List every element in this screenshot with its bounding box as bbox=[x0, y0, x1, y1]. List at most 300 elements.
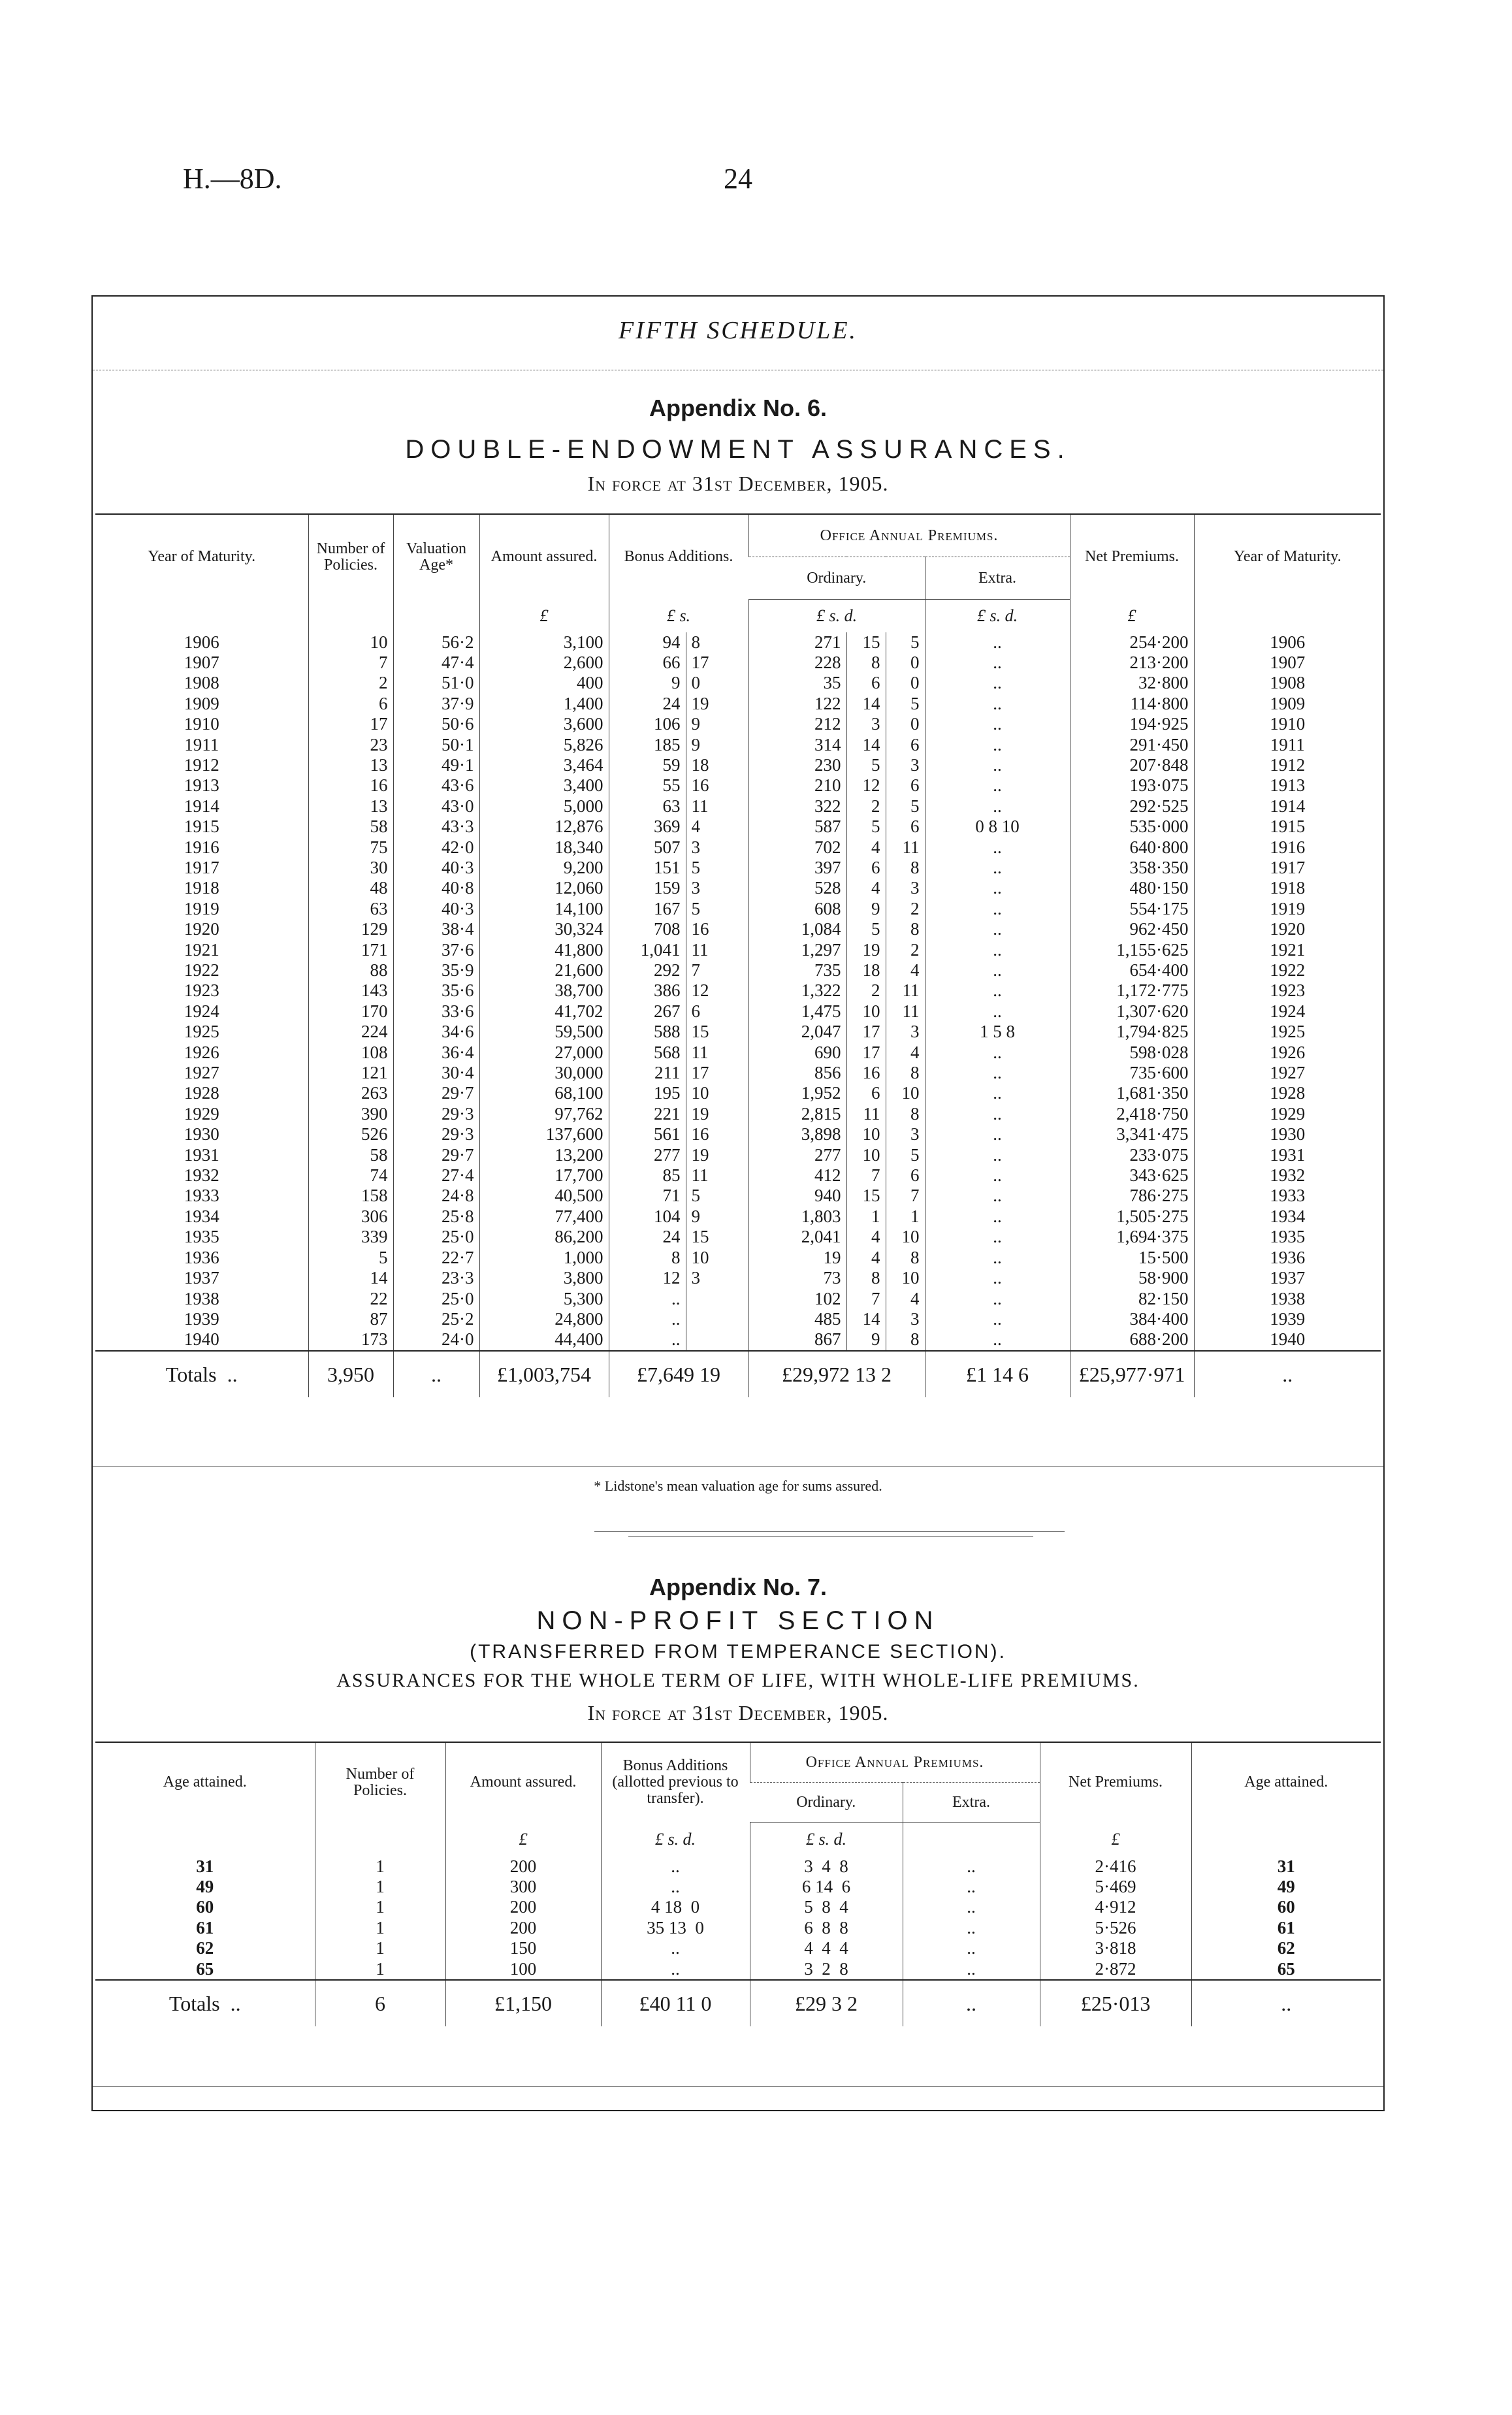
policies-cell: 1 bbox=[315, 1959, 445, 1980]
ordinary-pence-cell: 10 bbox=[886, 1227, 925, 1247]
year-cell: 1923 bbox=[184, 981, 219, 1001]
bonus-pounds-cell: 211 bbox=[609, 1063, 686, 1083]
ordinary-premium-cell: 4 4 4 bbox=[750, 1938, 903, 1958]
bonus-cell: .. bbox=[601, 1877, 750, 1897]
net-premium-cell: 480·150 bbox=[1070, 878, 1194, 898]
ordinary-pounds-cell: 102 bbox=[748, 1289, 846, 1309]
schedule-title: FIFTH SCHEDULE. bbox=[619, 317, 858, 344]
appendix7-in-force: In force at 31st December, 1905. bbox=[587, 1701, 889, 1725]
schedule-frame bbox=[91, 295, 1385, 2111]
ordinary-pounds-cell: 277 bbox=[748, 1145, 846, 1165]
bonus-pounds-cell: 59 bbox=[609, 755, 686, 775]
ordinary-shillings-cell: 10 bbox=[846, 1001, 886, 1022]
unit-ordinary: £ s. d. bbox=[748, 600, 925, 632]
net-premium-cell: 786·275 bbox=[1070, 1186, 1194, 1206]
table-row bbox=[95, 694, 1381, 714]
ordinary-pence-cell: 5 bbox=[886, 796, 925, 817]
policies-cell: 5 bbox=[308, 1248, 393, 1268]
amount-assured-cell: 3,100 bbox=[479, 632, 609, 653]
ordinary-pence-cell: 10 bbox=[886, 1268, 925, 1288]
table-row bbox=[95, 899, 1381, 919]
ordinary-shillings-cell: 14 bbox=[846, 735, 886, 755]
extra-premium-cell: .. bbox=[925, 858, 1070, 878]
table-row bbox=[95, 1897, 1381, 1917]
unit-net: £ bbox=[1040, 1823, 1191, 1856]
amount-assured-cell: 400 bbox=[479, 673, 609, 693]
valuation-age-cell: 42·0 bbox=[393, 837, 479, 858]
totals-ordinary: £29,972 13 2 bbox=[748, 1351, 925, 1397]
amount-assured-cell: 150 bbox=[445, 1938, 601, 1958]
bonus-cell: .. bbox=[601, 1938, 750, 1958]
bonus-shillings-cell bbox=[686, 1309, 748, 1329]
year-right-cell: 1922 bbox=[1194, 960, 1381, 981]
year-cell: 1938 bbox=[184, 1288, 219, 1308]
ordinary-pounds-cell: 2,815 bbox=[748, 1104, 846, 1124]
table-row bbox=[95, 981, 1381, 1001]
ordinary-pence-cell: 8 bbox=[886, 919, 925, 939]
totals-net: £25·013 bbox=[1040, 1980, 1191, 2026]
table-row bbox=[95, 796, 1381, 817]
valuation-age-cell: 27·4 bbox=[393, 1165, 479, 1186]
valuation-age-cell: 25·0 bbox=[393, 1227, 479, 1247]
totals-year: .. bbox=[1194, 1351, 1381, 1397]
table-row bbox=[95, 919, 1381, 939]
table-row bbox=[95, 673, 1381, 693]
ordinary-pence-cell: 0 bbox=[886, 653, 925, 673]
policies-cell: 13 bbox=[308, 755, 393, 775]
ordinary-pounds-cell: 2,047 bbox=[748, 1022, 846, 1042]
ordinary-pence-cell: 8 bbox=[886, 1248, 925, 1268]
ordinary-shillings-cell: 4 bbox=[846, 1227, 886, 1247]
net-premium-cell: 640·800 bbox=[1070, 837, 1194, 858]
year-right-cell: 1911 bbox=[1194, 735, 1381, 755]
extra-premium-cell: .. bbox=[925, 1063, 1070, 1083]
page-number: 24 bbox=[724, 163, 752, 195]
extra-premium-cell: .. bbox=[925, 1227, 1070, 1247]
table-row bbox=[95, 960, 1381, 981]
ordinary-shillings-cell: 6 bbox=[846, 1083, 886, 1103]
bonus-pounds-cell: 63 bbox=[609, 796, 686, 817]
policies-cell: 58 bbox=[308, 817, 393, 837]
header-amount-assured: Amount assured. bbox=[445, 1742, 601, 1823]
year-cell: 1937 bbox=[184, 1268, 219, 1288]
year-right-cell: 1932 bbox=[1194, 1165, 1381, 1186]
header-year-right: Year of Maturity. bbox=[1194, 514, 1381, 600]
extra-premium-cell: .. bbox=[925, 1329, 1070, 1350]
year-right-cell: 1935 bbox=[1194, 1227, 1381, 1247]
net-premium-cell: 3,341·475 bbox=[1070, 1124, 1194, 1144]
ordinary-shillings-cell: 5 bbox=[846, 919, 886, 939]
policies-cell: 171 bbox=[308, 940, 393, 960]
age-cell: 61 bbox=[196, 1917, 214, 1937]
policies-cell: 390 bbox=[308, 1104, 393, 1124]
appendix6-totals-row bbox=[95, 1351, 1381, 1397]
bonus-pounds-cell: 588 bbox=[609, 1022, 686, 1042]
extra-premium-cell: .. bbox=[925, 981, 1070, 1001]
bonus-shillings-cell: 6 bbox=[686, 1001, 748, 1022]
ordinary-pounds-cell: 314 bbox=[748, 735, 846, 755]
bonus-shillings-cell: 19 bbox=[686, 694, 748, 714]
year-cell: 1909 bbox=[184, 693, 219, 713]
ordinary-pence-cell: 3 bbox=[886, 878, 925, 898]
table-row bbox=[95, 837, 1381, 858]
amount-assured-cell: 5,300 bbox=[479, 1289, 609, 1309]
amount-assured-cell: 68,100 bbox=[479, 1083, 609, 1103]
net-premium-cell: 58·900 bbox=[1070, 1268, 1194, 1288]
bonus-shillings-cell: 9 bbox=[686, 714, 748, 734]
extra-premium-cell: .. bbox=[925, 1165, 1070, 1186]
table-row bbox=[95, 1207, 1381, 1227]
header-ordinary: Ordinary. bbox=[750, 1783, 903, 1823]
bonus-pounds-cell: 386 bbox=[609, 981, 686, 1001]
extra-premium-cell: .. bbox=[925, 735, 1070, 755]
bonus-pounds-cell: 55 bbox=[609, 775, 686, 796]
table-row bbox=[95, 1938, 1381, 1958]
ordinary-shillings-cell: 6 bbox=[846, 858, 886, 878]
extra-premium-cell: .. bbox=[925, 960, 1070, 981]
amount-assured-cell: 200 bbox=[445, 1897, 601, 1917]
year-cell: 1919 bbox=[184, 898, 219, 918]
extra-premium-cell: .. bbox=[925, 1083, 1070, 1103]
policies-cell: 63 bbox=[308, 899, 393, 919]
ordinary-pence-cell: 5 bbox=[886, 632, 925, 653]
ornamental-rule bbox=[628, 1536, 1033, 1537]
ordinary-shillings-cell: 16 bbox=[846, 1063, 886, 1083]
table-row bbox=[95, 940, 1381, 960]
amount-assured-cell: 30,000 bbox=[479, 1063, 609, 1083]
ordinary-shillings-cell: 3 bbox=[846, 714, 886, 734]
year-cell: 1934 bbox=[184, 1206, 219, 1226]
ordinary-premium-cell: 6 14 6 bbox=[750, 1877, 903, 1897]
ordinary-premium-cell: 5 8 4 bbox=[750, 1897, 903, 1917]
year-right-cell: 1927 bbox=[1194, 1063, 1381, 1083]
header-amount-assured: Amount assured. bbox=[479, 514, 609, 600]
policies-cell: 108 bbox=[308, 1043, 393, 1063]
amount-assured-cell: 41,702 bbox=[479, 1001, 609, 1022]
ordinary-shillings-cell: 17 bbox=[846, 1043, 886, 1063]
ordinary-shillings-cell: 15 bbox=[846, 1186, 886, 1206]
ordinary-pounds-cell: 122 bbox=[748, 694, 846, 714]
ordinary-pence-cell: 6 bbox=[886, 775, 925, 796]
table-row bbox=[95, 653, 1381, 673]
valuation-age-cell: 24·0 bbox=[393, 1329, 479, 1350]
valuation-age-cell: 24·8 bbox=[393, 1186, 479, 1206]
appendix7-title: Appendix No. 7. bbox=[649, 1574, 828, 1600]
age-cell: 65 bbox=[196, 1958, 214, 1979]
net-premium-cell: 1,505·275 bbox=[1070, 1207, 1194, 1227]
ordinary-shillings-cell: 10 bbox=[846, 1124, 886, 1144]
bonus-pounds-cell: 568 bbox=[609, 1043, 686, 1063]
ordinary-pence-cell: 6 bbox=[886, 1165, 925, 1186]
bonus-pounds-cell: 708 bbox=[609, 919, 686, 939]
bonus-shillings-cell: 9 bbox=[686, 1207, 748, 1227]
header-office-premiums: Office Annual Premiums. bbox=[748, 514, 1070, 557]
year-right-cell: 1918 bbox=[1194, 878, 1381, 898]
bonus-shillings-cell: 15 bbox=[686, 1022, 748, 1042]
extra-premium-cell: 0 8 10 bbox=[925, 817, 1070, 837]
net-premium-cell: 292·525 bbox=[1070, 796, 1194, 817]
year-right-cell: 1916 bbox=[1194, 837, 1381, 858]
extra-premium-cell: .. bbox=[925, 1145, 1070, 1165]
valuation-age-cell: 43·6 bbox=[393, 775, 479, 796]
amount-assured-cell: 12,876 bbox=[479, 817, 609, 837]
valuation-age-cell: 40·8 bbox=[393, 878, 479, 898]
policies-cell: 7 bbox=[308, 653, 393, 673]
age-right-cell: 65 bbox=[1191, 1959, 1381, 1980]
table-row bbox=[95, 1309, 1381, 1329]
appendix7-section: NON-PROFIT SECTION bbox=[536, 1606, 940, 1635]
ordinary-pounds-cell: 397 bbox=[748, 858, 846, 878]
bonus-shillings-cell: 5 bbox=[686, 899, 748, 919]
ordinary-shillings-cell: 8 bbox=[846, 1268, 886, 1288]
table-row bbox=[95, 1043, 1381, 1063]
table-row bbox=[95, 1248, 1381, 1268]
valuation-age-cell: 30·4 bbox=[393, 1063, 479, 1083]
net-premium-cell: 32·800 bbox=[1070, 673, 1194, 693]
year-cell: 1935 bbox=[184, 1227, 219, 1247]
bonus-shillings-cell: 16 bbox=[686, 1124, 748, 1144]
header-policies: Number of Policies. bbox=[308, 514, 393, 600]
year-right-cell: 1908 bbox=[1194, 673, 1381, 693]
amount-assured-cell: 1,000 bbox=[479, 1248, 609, 1268]
age-cell: 60 bbox=[196, 1897, 214, 1917]
net-premium-cell: 962·450 bbox=[1070, 919, 1194, 939]
ordinary-pounds-cell: 608 bbox=[748, 899, 846, 919]
year-cell: 1926 bbox=[184, 1042, 219, 1062]
net-premium-cell: 654·400 bbox=[1070, 960, 1194, 981]
table-row bbox=[95, 1063, 1381, 1083]
net-premium-cell: 735·600 bbox=[1070, 1063, 1194, 1083]
extra-premium-cell: .. bbox=[903, 1897, 1040, 1917]
table-row bbox=[95, 735, 1381, 755]
extra-premium-cell: .. bbox=[925, 1207, 1070, 1227]
year-cell: 1907 bbox=[184, 652, 219, 672]
totals-bonus: £40 11 0 bbox=[601, 1980, 750, 2026]
bonus-shillings-cell: 18 bbox=[686, 755, 748, 775]
header-ordinary: Ordinary. bbox=[748, 557, 925, 600]
net-premium-cell: 598·028 bbox=[1070, 1043, 1194, 1063]
valuation-age-cell: 49·1 bbox=[393, 755, 479, 775]
policies-cell: 121 bbox=[308, 1063, 393, 1083]
policies-cell: 1 bbox=[315, 1897, 445, 1917]
amount-assured-cell: 40,500 bbox=[479, 1186, 609, 1206]
table-row bbox=[95, 1022, 1381, 1042]
ordinary-pence-cell: 1 bbox=[886, 1207, 925, 1227]
header-policies: Number of Policies. bbox=[315, 1742, 445, 1823]
table-row bbox=[95, 858, 1381, 878]
extra-premium-cell: .. bbox=[925, 1289, 1070, 1309]
table-row bbox=[95, 1124, 1381, 1144]
bonus-pounds-cell: 195 bbox=[609, 1083, 686, 1103]
year-right-cell: 1913 bbox=[1194, 775, 1381, 796]
bonus-cell: .. bbox=[601, 1856, 750, 1877]
totals-leader: .. bbox=[227, 1362, 238, 1386]
valuation-age-cell: 29·3 bbox=[393, 1124, 479, 1144]
bonus-shillings-cell: 10 bbox=[686, 1083, 748, 1103]
totals-extra: .. bbox=[903, 1980, 1040, 2026]
amount-assured-cell: 27,000 bbox=[479, 1043, 609, 1063]
bonus-shillings-cell: 15 bbox=[686, 1227, 748, 1247]
extra-premium-cell: .. bbox=[903, 1918, 1040, 1938]
net-premium-cell: 291·450 bbox=[1070, 735, 1194, 755]
totals-bonus: £7,649 19 bbox=[609, 1351, 748, 1397]
bonus-shillings-cell: 11 bbox=[686, 1165, 748, 1186]
ordinary-pence-cell: 3 bbox=[886, 755, 925, 775]
extra-premium-cell: .. bbox=[925, 796, 1070, 817]
bonus-pounds-cell: .. bbox=[609, 1309, 686, 1329]
year-right-cell: 1914 bbox=[1194, 796, 1381, 817]
ordinary-pence-cell: 11 bbox=[886, 981, 925, 1001]
unit-assured: £ bbox=[479, 600, 609, 632]
bonus-pounds-cell: 66 bbox=[609, 653, 686, 673]
ordinary-shillings-cell: 11 bbox=[846, 1104, 886, 1124]
extra-premium-cell: .. bbox=[925, 1309, 1070, 1329]
header-net-premiums: Net Premiums. bbox=[1070, 514, 1194, 600]
year-cell: 1925 bbox=[184, 1022, 219, 1042]
valuation-age-cell: 40·3 bbox=[393, 899, 479, 919]
net-premium-cell: 2,418·750 bbox=[1070, 1104, 1194, 1124]
extra-premium-cell: .. bbox=[925, 1268, 1070, 1288]
year-right-cell: 1910 bbox=[1194, 714, 1381, 734]
header-year: Year of Maturity. bbox=[95, 514, 308, 600]
valuation-age-cell: 51·0 bbox=[393, 673, 479, 693]
totals-label: Totals bbox=[165, 1362, 217, 1386]
year-right-cell: 1936 bbox=[1194, 1248, 1381, 1268]
valuation-age-cell: 22·7 bbox=[393, 1248, 479, 1268]
net-premium-cell: 554·175 bbox=[1070, 899, 1194, 919]
header-age: Age attained. bbox=[95, 1742, 315, 1823]
policies-cell: 1 bbox=[315, 1877, 445, 1897]
year-cell: 1911 bbox=[184, 734, 219, 754]
year-cell: 1913 bbox=[184, 775, 219, 796]
ordinary-shillings-cell: 19 bbox=[846, 940, 886, 960]
page-code: H.—8D. bbox=[183, 163, 282, 195]
bonus-pounds-cell: 185 bbox=[609, 735, 686, 755]
year-right-cell: 1909 bbox=[1194, 694, 1381, 714]
ordinary-pounds-cell: 212 bbox=[748, 714, 846, 734]
ordinary-pounds-cell: 2,041 bbox=[748, 1227, 846, 1247]
extra-premium-cell: .. bbox=[925, 1043, 1070, 1063]
totals-policies: 3,950 bbox=[308, 1351, 393, 1397]
table-row bbox=[95, 1329, 1381, 1350]
valuation-age-cell: 25·8 bbox=[393, 1207, 479, 1227]
net-premium-cell: 5·526 bbox=[1040, 1918, 1191, 1938]
valuation-age-cell: 43·3 bbox=[393, 817, 479, 837]
year-cell: 1908 bbox=[184, 673, 219, 693]
amount-assured-cell: 200 bbox=[445, 1856, 601, 1877]
extra-premium-cell: .. bbox=[925, 899, 1070, 919]
year-right-cell: 1912 bbox=[1194, 755, 1381, 775]
totals-net: £25,977·971 bbox=[1070, 1351, 1194, 1397]
valuation-age-cell: 25·0 bbox=[393, 1289, 479, 1309]
table-row bbox=[95, 1104, 1381, 1124]
age-right-cell: 62 bbox=[1191, 1938, 1381, 1958]
ordinary-pence-cell: 3 bbox=[886, 1124, 925, 1144]
net-premium-cell: 213·200 bbox=[1070, 653, 1194, 673]
bonus-shillings-cell: 11 bbox=[686, 796, 748, 817]
bonus-shillings-cell: 16 bbox=[686, 775, 748, 796]
year-cell: 1918 bbox=[184, 878, 219, 898]
extra-premium-cell: .. bbox=[903, 1959, 1040, 1980]
bonus-shillings-cell: 5 bbox=[686, 858, 748, 878]
bonus-pounds-cell: 85 bbox=[609, 1165, 686, 1186]
ordinary-pence-cell: 10 bbox=[886, 1083, 925, 1103]
amount-assured-cell: 21,600 bbox=[479, 960, 609, 981]
extra-premium-cell: .. bbox=[925, 653, 1070, 673]
year-right-cell: 1931 bbox=[1194, 1145, 1381, 1165]
ordinary-shillings-cell: 9 bbox=[846, 899, 886, 919]
table-row bbox=[95, 1856, 1381, 1877]
table-row bbox=[95, 775, 1381, 796]
unit-assured: £ bbox=[445, 1823, 601, 1856]
page-header bbox=[0, 162, 1512, 201]
table-row bbox=[95, 755, 1381, 775]
header-net-premiums: Net Premiums. bbox=[1040, 1742, 1191, 1823]
policies-cell: 22 bbox=[308, 1289, 393, 1309]
ordinary-pounds-cell: 35 bbox=[748, 673, 846, 693]
ordinary-pence-cell: 7 bbox=[886, 1186, 925, 1206]
amount-assured-cell: 86,200 bbox=[479, 1227, 609, 1247]
extra-premium-cell: .. bbox=[925, 940, 1070, 960]
ordinary-pounds-cell: 940 bbox=[748, 1186, 846, 1206]
unit-extra: £ s. d. bbox=[925, 600, 1070, 632]
net-premium-cell: 193·075 bbox=[1070, 775, 1194, 796]
net-premium-cell: 2·872 bbox=[1040, 1959, 1191, 1980]
year-right-cell: 1920 bbox=[1194, 919, 1381, 939]
amount-assured-cell: 3,800 bbox=[479, 1268, 609, 1288]
bonus-pounds-cell: .. bbox=[609, 1289, 686, 1309]
ordinary-pence-cell: 4 bbox=[886, 1043, 925, 1063]
bonus-shillings-cell: 7 bbox=[686, 960, 748, 981]
year-cell: 1932 bbox=[184, 1165, 219, 1186]
bonus-shillings-cell: 17 bbox=[686, 653, 748, 673]
ordinary-shillings-cell: 12 bbox=[846, 775, 886, 796]
amount-assured-cell: 13,200 bbox=[479, 1145, 609, 1165]
net-premium-cell: 1,155·625 bbox=[1070, 940, 1194, 960]
policies-cell: 48 bbox=[308, 878, 393, 898]
ordinary-shillings-cell: 7 bbox=[846, 1165, 886, 1186]
bonus-pounds-cell: 104 bbox=[609, 1207, 686, 1227]
bonus-shillings-cell: 11 bbox=[686, 940, 748, 960]
appendix7-subtitle: (TRANSFERRED FROM TEMPERANCE SECTION). bbox=[470, 1641, 1006, 1662]
bonus-shillings-cell: 3 bbox=[686, 878, 748, 898]
amount-assured-cell: 100 bbox=[445, 1959, 601, 1980]
ordinary-shillings-cell: 14 bbox=[846, 1309, 886, 1329]
bonus-cell: 35 13 0 bbox=[601, 1918, 750, 1938]
year-cell: 1920 bbox=[184, 919, 219, 939]
bonus-pounds-cell: 9 bbox=[609, 673, 686, 693]
bonus-pounds-cell: 12 bbox=[609, 1268, 686, 1288]
year-right-cell: 1921 bbox=[1194, 940, 1381, 960]
totals-age: .. bbox=[1191, 1980, 1381, 2026]
amount-assured-cell: 200 bbox=[445, 1918, 601, 1938]
header-bonus: Bonus Additions. bbox=[609, 514, 748, 600]
bonus-pounds-cell: 167 bbox=[609, 899, 686, 919]
bonus-shillings-cell: 5 bbox=[686, 1186, 748, 1206]
age-cell: 31 bbox=[196, 1856, 214, 1876]
amount-assured-cell: 17,700 bbox=[479, 1165, 609, 1186]
ordinary-pounds-cell: 587 bbox=[748, 817, 846, 837]
totals-extra: £1 14 6 bbox=[925, 1351, 1070, 1397]
bonus-shillings-cell: 9 bbox=[686, 735, 748, 755]
table-row bbox=[95, 1959, 1381, 1980]
year-cell: 1929 bbox=[184, 1103, 219, 1124]
divider bbox=[93, 1466, 1383, 1467]
totals-assured: £1,003,754 bbox=[479, 1351, 609, 1397]
ordinary-pence-cell: 6 bbox=[886, 817, 925, 837]
ordinary-pence-cell: 3 bbox=[886, 1309, 925, 1329]
age-right-cell: 60 bbox=[1191, 1897, 1381, 1917]
